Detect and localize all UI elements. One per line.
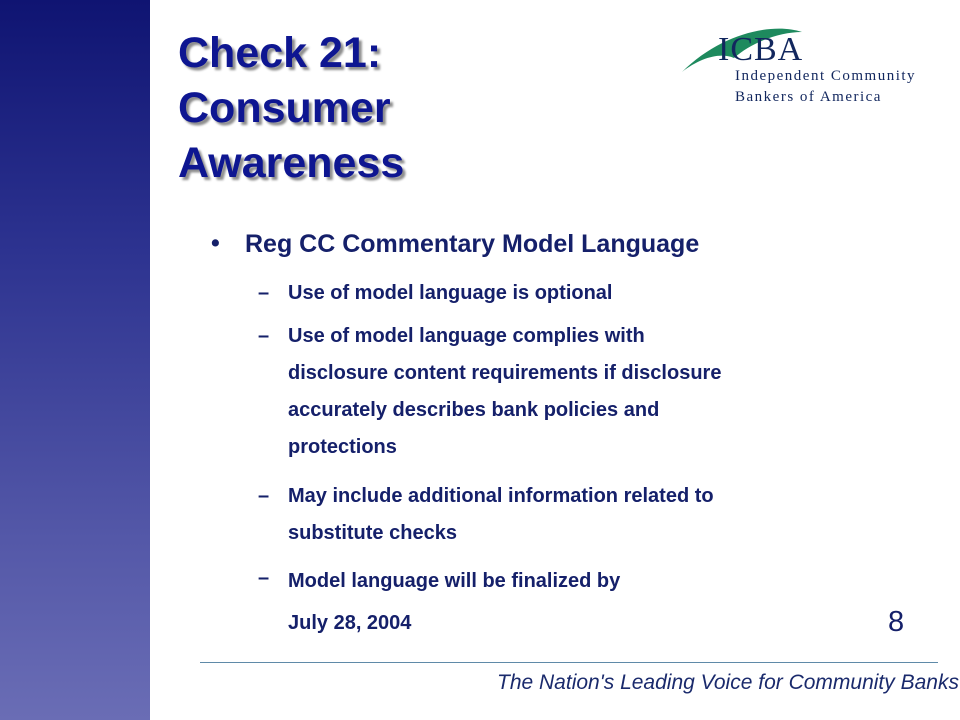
title-line-2: Consumer bbox=[178, 84, 391, 132]
sub-bullet-line: Use of model language complies with bbox=[288, 325, 645, 347]
footer-divider bbox=[200, 662, 938, 663]
dash-icon: – bbox=[258, 567, 270, 589]
sidebar-gradient bbox=[0, 0, 150, 720]
sub-bullet-line: July 28, 2004 bbox=[288, 612, 412, 634]
logo-organization-name bbox=[735, 66, 916, 108]
logo-line-1: Independent Community bbox=[735, 68, 917, 84]
dash-icon: – bbox=[258, 325, 270, 347]
sub-bullet-line: protections bbox=[288, 436, 397, 458]
sub-bullet-line: disclosure content requirements if disclosure bbox=[288, 362, 722, 384]
sub-bullet-line: accurately describes bank policies and bbox=[288, 399, 660, 421]
page-number: 8 bbox=[888, 606, 905, 638]
title-line-3: Awareness bbox=[178, 139, 405, 187]
footer-tagline: The Nation's Leading Voice for Community Banks bbox=[497, 671, 959, 694]
title-line-1: Check 21: bbox=[178, 29, 382, 77]
logo-acronym: ICBA bbox=[718, 31, 804, 68]
dash-icon: – bbox=[258, 282, 270, 304]
logo-line-2: Bankers of America bbox=[735, 89, 882, 105]
sub-bullet-line: substitute checks bbox=[288, 522, 457, 544]
slide-title bbox=[178, 26, 404, 191]
bullet-dot-icon: • bbox=[211, 229, 220, 257]
sub-bullet-line: Use of model language is optional bbox=[288, 282, 613, 304]
main-bullet-text: Reg CC Commentary Model Language bbox=[245, 230, 700, 258]
sub-bullet-line: May include additional information related to bbox=[288, 485, 714, 507]
sub-bullet-line: Model language will be finalized by bbox=[288, 570, 621, 592]
dash-icon: – bbox=[258, 485, 270, 507]
